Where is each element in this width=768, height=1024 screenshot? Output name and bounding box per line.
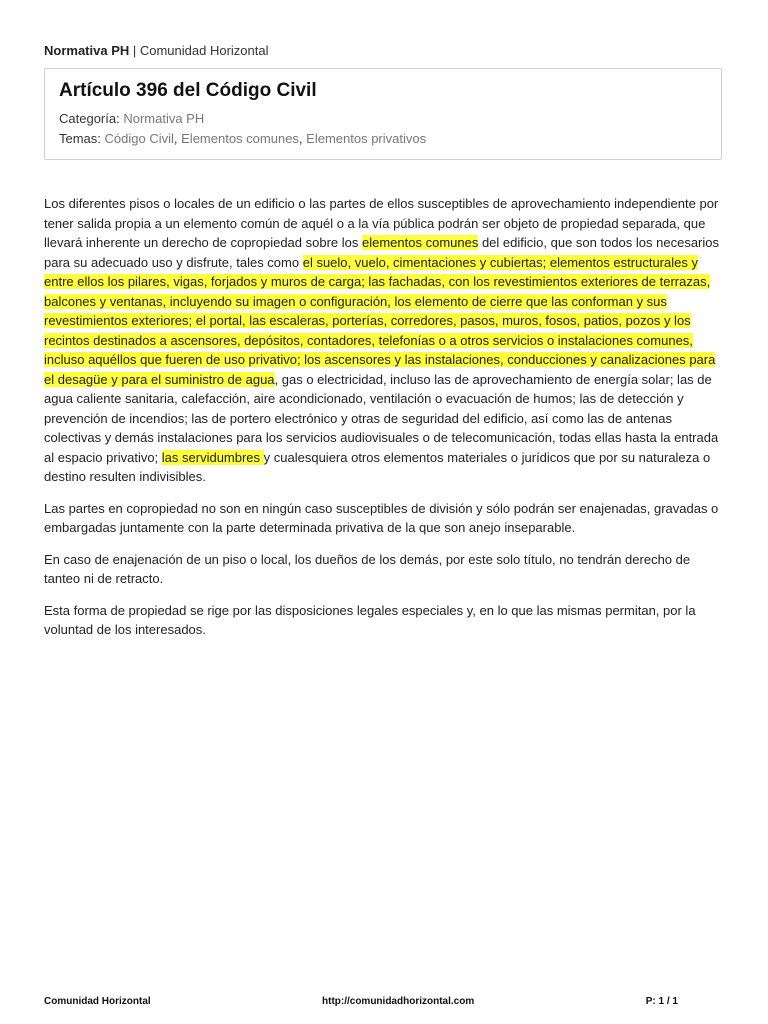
category-link[interactable]: Normativa PH [123, 111, 205, 126]
topic-link-elementos-privativos[interactable]: Elementos privativos [306, 131, 427, 146]
p1-segment: del edificio, que son todos los necesarios para su adecuado uso y disfrute, tales como [44, 235, 719, 270]
topic-link-codigo-civil[interactable]: Código Civil [104, 131, 174, 146]
highlighted-text: el suelo, vuelo, cimentaciones y cubiertas; elementos estructurales y entre ellos los pilares, vigas, forjados y muros de carga; las fachadas, con los revestimientos exteriores de terrazas, balcones y ventanas, incluyendo su imagen o configuración, los elemento de cierre que las conforman y sus revestimientos exteriores; el portal, las escaleras, porterías, corredores, pasos, muros, fosos, patios, pozos y los recintos destinados a ascensores, depósitos, contadores, telefonías o a otros servicios o instalaciones comunes, incluso aquéllos que fueren de uso privativo; los ascensores y las instalaciones, conducciones y canalizaciones para el desagüe y para el suministro de agua [44, 254, 716, 387]
paragraph-1 [44, 194, 724, 487]
topic-link-elementos-comunes[interactable]: Elementos comunes [181, 131, 299, 146]
article-title: Artículo 396 del Código Civil [59, 80, 317, 101]
p1-segment: y cualesquiera otros elementos materiales o jurídicos que por su naturaleza o destino resulten indivisibles. [44, 449, 711, 484]
category-label: Categoría: [59, 111, 120, 126]
footer-site-name: Comunidad Horizontal [44, 996, 151, 1007]
footer-url[interactable]: http://comunidadhorizontal.com [322, 996, 475, 1007]
topic-separator: , [173, 131, 182, 146]
p1-segment: Los diferentes pisos o locales de un edificio o las partes de ellos susceptibles de aprovechamiento independiente por tener salida propia a un elemento común de aquél o a la vía pública podrán ser objeto de propiedad separada, que llevará inherente un derecho de copropiedad sobre los [44, 196, 719, 250]
header-separator: | [129, 43, 140, 58]
p1-segment: , gas o electricidad, incluso las de aprovechamiento de energía solar; las de agua caliente sanitaria, calefacción, aire acondicionado, ventilación o evacuación de humos; las de detección y prevención de incendios; las de portero electrónico y otras de seguridad del edificio, así como las de antenas colectivas y demás instalaciones para los servicios audiovisuales o de telecomunicación, todas ellas hasta la entrada al espacio privativo; [44, 371, 719, 465]
category-row [59, 109, 707, 129]
topics-label: Temas: [59, 131, 101, 146]
footer-page-number: P: 1 / 1 [645, 996, 678, 1007]
header-site-name[interactable]: Comunidad Horizontal [139, 43, 269, 58]
paragraph-3: En caso de enajenación de un piso o local, los dueños de los demás, por este solo título, no tendrán derecho de tanteo ni de retracto. [44, 551, 691, 586]
article-info-box [44, 68, 722, 160]
site-header [44, 43, 268, 58]
paragraph-2: Las partes en copropiedad no son en ningún caso susceptibles de división y sólo podrán ser enajenadas, gravadas o embargadas juntamente con la parte determinada privativa de la que son anejo inseparable. [44, 500, 719, 535]
article-body [44, 194, 724, 652]
paragraph-4: Esta forma de propiedad se rige por las disposiciones legales especiales y, en lo que las mismas permitan, por la voluntad de los interesados. [44, 602, 696, 637]
page-footer [44, 996, 678, 1010]
header-brand[interactable]: Normativa PH [44, 43, 130, 58]
highlighted-text: las servidumbres [161, 449, 264, 465]
highlighted-text: elementos comunes [362, 235, 479, 250]
topics-row [59, 129, 707, 149]
topic-separator: , [298, 131, 307, 146]
